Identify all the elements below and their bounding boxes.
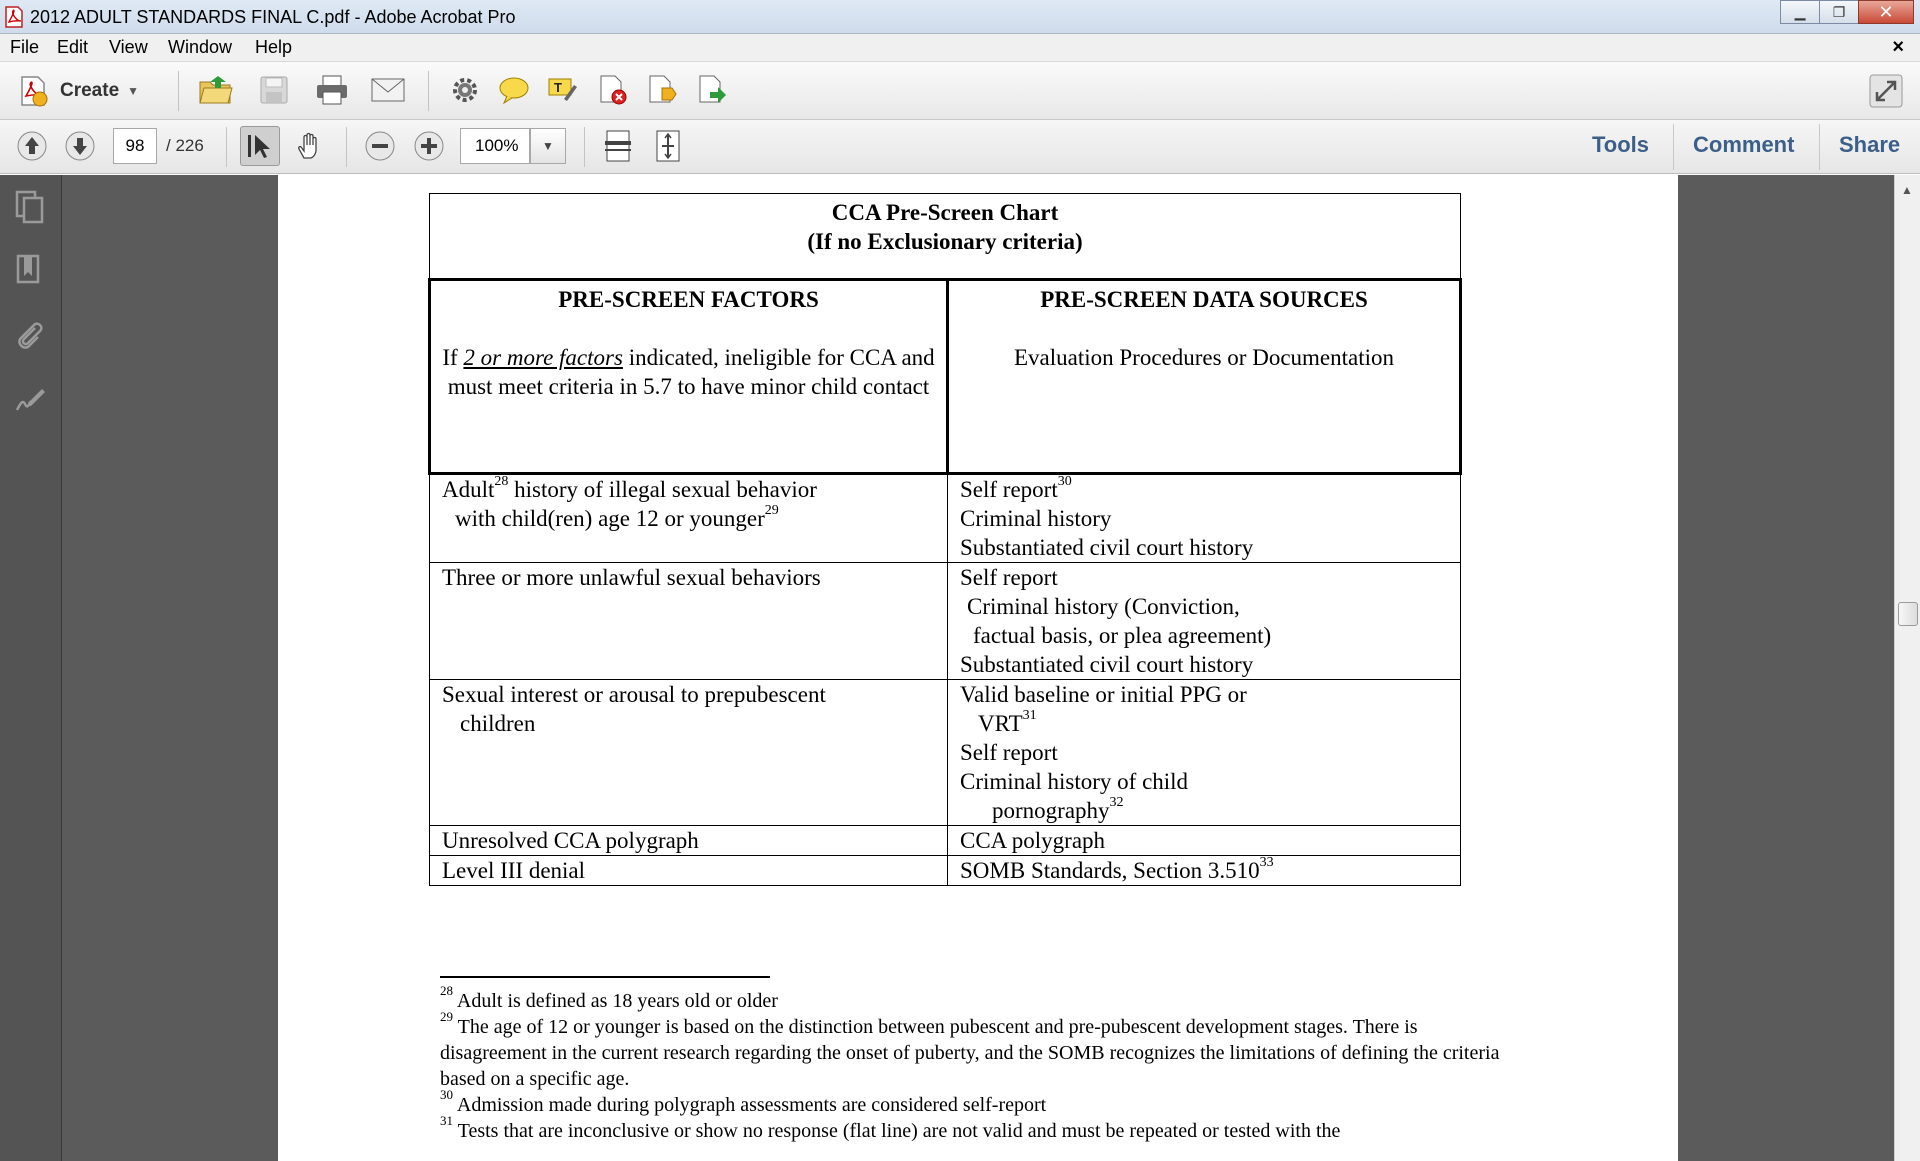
settings-button[interactable] — [445, 70, 485, 110]
title-bar — [0, 0, 1920, 34]
page-thumbnails-button[interactable] — [10, 187, 50, 227]
email-button[interactable] — [368, 70, 408, 110]
scrolling-mode-button[interactable] — [598, 126, 638, 166]
minus-circle-icon — [364, 130, 396, 162]
highlight-text-icon — [547, 75, 579, 105]
footnotes — [440, 983, 1500, 1144]
zoom-out-button[interactable] — [360, 126, 400, 166]
signatures-button[interactable] — [10, 379, 50, 419]
document-viewport[interactable] — [62, 175, 1894, 1161]
zoom-level-input[interactable]: 100% — [460, 128, 530, 164]
scroll-up-icon[interactable]: ▲ — [1901, 183, 1913, 197]
print-button[interactable] — [312, 70, 352, 110]
menu-bar — [0, 34, 1920, 62]
create-pdf-icon — [16, 74, 50, 108]
pages-icon — [14, 190, 46, 224]
footnote: $^{30}$ Admission made during polygraph assessments are considered self-report — [440, 1087, 1047, 1116]
folder-open-icon — [198, 74, 234, 106]
next-page-button[interactable] — [60, 126, 100, 166]
header-factors-text: If 2 or more factors indicated, ineligible for CCA and must meet criteria in 5.7 to have minor child contact — [442, 345, 935, 399]
chart-title-cell — [430, 194, 1461, 280]
footnote: $^{28}$ Adult is defined as 18 years old or older — [440, 983, 778, 1012]
table-row — [430, 680, 1461, 826]
open-folder-button[interactable] — [196, 70, 236, 110]
hand-icon — [295, 131, 325, 161]
source-cell: Valid baseline or initial PPG or VRT$^{31}$ Self report Criminal history of child pornography$^{32}$ — [948, 680, 1461, 826]
table-row — [430, 474, 1461, 563]
bookmarks-button[interactable] — [10, 251, 50, 291]
source-cell: Self report Criminal history (Conviction, factual basis, or plea agreement) Substantiated civil court history — [948, 563, 1461, 680]
create-label: Create — [60, 80, 120, 101]
menu-file[interactable]: File — [10, 37, 40, 57]
svg-text:T: T — [554, 80, 562, 95]
menu-window[interactable]: Window — [168, 37, 233, 57]
expand-icon — [1869, 74, 1903, 108]
header-sources-cell — [948, 280, 1461, 474]
page-total: / 226 — [166, 136, 204, 155]
gear-icon — [450, 75, 480, 105]
paperclip-icon — [15, 318, 45, 352]
sign-button[interactable] — [642, 70, 682, 110]
save-disk-icon — [259, 75, 289, 105]
header-sources: PRE-SCREEN DATA SOURCES — [1040, 287, 1368, 312]
footnote-divider — [440, 976, 770, 978]
factor-cell: Three or more unlawful sexual behaviors — [430, 563, 948, 680]
document-export-icon — [696, 74, 728, 106]
chevron-down-icon: ▼ — [127, 84, 140, 98]
tab-share[interactable]: Share — [1839, 132, 1901, 157]
navigation-toolbar — [0, 120, 1920, 174]
factor-cell: Sexual interest or arousal to prepubescent children — [430, 680, 948, 826]
vertical-scrollbar[interactable] — [1894, 175, 1920, 1161]
header-factors-cell — [430, 280, 948, 474]
table-row — [430, 856, 1461, 886]
previous-page-button[interactable] — [12, 126, 52, 166]
zoom-in-button[interactable] — [409, 126, 449, 166]
footnote: $^{31}$ Tests that are inconclusive or show no response (flat line) are not valid and must be repeated or tested with the — [440, 1113, 1341, 1142]
source-cell: CCA polygraph — [948, 826, 1461, 856]
fit-page-width-icon — [603, 129, 633, 163]
tab-comment[interactable]: Comment — [1693, 132, 1795, 157]
table-row — [430, 563, 1461, 680]
full-screen-button[interactable] — [1866, 71, 1906, 111]
save-button[interactable] — [254, 70, 294, 110]
table-row — [430, 826, 1461, 856]
bookmark-icon — [15, 254, 45, 288]
arrow-up-icon — [16, 130, 48, 162]
menu-help[interactable]: Help — [255, 37, 293, 57]
menu-edit[interactable]: Edit — [57, 37, 89, 57]
header-sources-text: Evaluation Procedures or Documentation — [1013, 345, 1395, 370]
highlight-button[interactable] — [543, 70, 583, 110]
menu-view[interactable]: View — [109, 37, 148, 57]
select-cursor-icon — [245, 131, 275, 161]
footnote: $^{29}$ The age of 12 or younger is based on the distinction between pubescent and pre-pubescent development stages. There is disagreement in the current research regarding the onset of puberty, and the SOMB recognizes the limitations of defining the criteria based on a specific age. — [440, 1009, 1500, 1090]
zoom-dropdown-button[interactable] — [530, 128, 566, 164]
acrobat-app-icon — [4, 6, 24, 28]
chart-subtitle: (If no Exclusionary criteria) — [807, 229, 1083, 254]
export-button[interactable] — [692, 70, 732, 110]
speech-bubble-icon — [498, 75, 530, 105]
attachments-button[interactable] — [10, 315, 50, 355]
factor-cell: Adult$^{28}$ history of illegal sexual behavior with child(ren) age 12 or younger$^{29}$ — [430, 474, 948, 563]
close-window-button[interactable]: ✕ — [1858, 0, 1914, 24]
signature-pen-icon — [14, 383, 46, 415]
minimize-button[interactable]: ▁ — [1780, 0, 1820, 24]
select-tool-button[interactable] — [240, 126, 280, 166]
factor-cell: Level III denial — [430, 856, 948, 886]
restore-button[interactable]: ❐ — [1819, 0, 1859, 24]
printer-icon — [315, 74, 349, 106]
create-button[interactable] — [16, 72, 139, 110]
fit-page-icon — [653, 129, 683, 163]
pdf-page — [278, 175, 1678, 1161]
fit-page-button[interactable] — [648, 126, 688, 166]
envelope-icon — [370, 76, 406, 104]
main-toolbar — [0, 62, 1920, 120]
tab-tools[interactable]: Tools — [1592, 132, 1650, 157]
cca-pre-screen-chart — [428, 193, 1462, 886]
arrow-down-icon — [64, 130, 96, 162]
reject-button[interactable] — [593, 70, 633, 110]
chart-title: CCA Pre-Screen Chart — [831, 200, 1059, 225]
plus-circle-icon — [413, 130, 445, 162]
close-document-button[interactable]: × — [1892, 36, 1904, 58]
document-delete-icon — [597, 74, 629, 106]
hand-tool-button[interactable] — [290, 126, 330, 166]
factor-cell: Unresolved CCA polygraph — [430, 826, 948, 856]
chevron-down-icon: ▼ — [542, 139, 554, 153]
window-title: 2012 ADULT STANDARDS FINAL C.pdf - Adobe Acrobat Pro — [30, 7, 516, 27]
scrollbar-thumb[interactable] — [1898, 602, 1918, 626]
header-factors: PRE-SCREEN FACTORS — [558, 287, 819, 312]
comment-button[interactable] — [494, 70, 534, 110]
source-cell: SOMB Standards, Section 3.510$^{33}$ — [948, 856, 1461, 886]
document-sign-icon — [646, 74, 678, 106]
page-number-input[interactable]: 98 — [113, 128, 157, 164]
source-cell: Self report$^{30}$ Criminal history Substantiated civil court history — [948, 474, 1461, 563]
navigation-pane — [0, 175, 62, 1161]
